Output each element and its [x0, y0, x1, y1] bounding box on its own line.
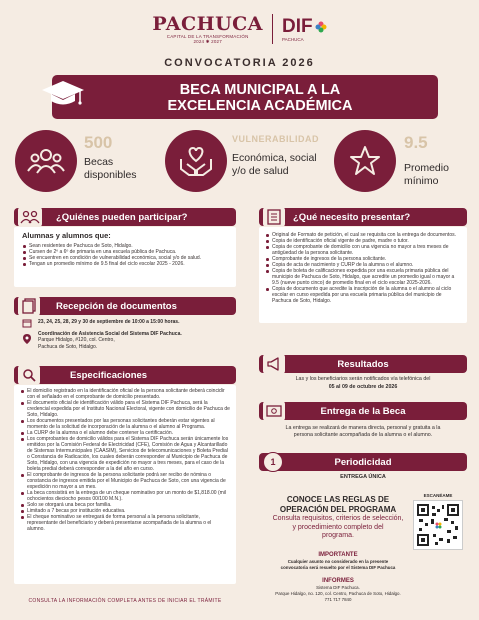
promedio-label	[404, 162, 474, 188]
recepcion-title: Recepción de documentos	[56, 300, 177, 312]
footer-note: CONSULTA LA INFORMACIÓN COMPLETA ANTES DE INICIAR EL TRÁMITE	[28, 598, 222, 604]
municipio-period: 2024 ✱ 2027	[193, 38, 222, 44]
calendar-icon	[22, 318, 32, 328]
informes-text-1: Sistema DIF Pachuca.	[316, 585, 360, 590]
especificacion-item: El comprobante de ingresos de la persona solicitante podrá ser recibo de nómina o constancia de ingresos emitida por el Municipio de Pachuca de Soto, con una vigencia de expedición no mayor a un mes.	[20, 472, 230, 490]
star-icon	[349, 145, 381, 177]
becas-label	[84, 156, 164, 182]
vuln-label	[232, 152, 332, 178]
title-banner	[52, 75, 438, 119]
reglas-text-1: Consulta requisitos, criterios de selección,	[272, 515, 404, 522]
entrega-header	[259, 402, 467, 420]
especificacion-item: El cheque nominativo se entregará de forma personal a la persona solicitante, representante del beneficiario y deberá presentarse acompañada de la alumna o el alumno.	[20, 514, 230, 532]
especificacion-item: La beca consistirá en la entrega de un cheque nominativo por un monto de $1,818.00 (mil ochocientos dieciocho pesos 00/100 M.N.).	[20, 490, 230, 502]
promedio-icon-circle	[334, 130, 396, 192]
especificaciones-card	[14, 385, 236, 584]
logo-divider	[272, 14, 273, 44]
dif-sub: PACHUCA	[282, 36, 304, 42]
especificacion-item: Los documentos presentados por las personas solicitantes deberán estar vigentes al momento de la solicitud de incorporación de la alumna o el alumno al Programa.	[20, 418, 230, 430]
especificacion-item: El documento oficial de identificación válido para el Sistema DIF Pachuca, será la credencial expedida por el Instituto Nacional Electoral, vigente con domicilio de Pachuca de Soto, Hidalgo.	[20, 400, 230, 418]
quienes-title: ¿Quiénes pueden participar?	[56, 211, 188, 223]
people-group-icon-box	[18, 207, 42, 227]
vuln-title: VULNERABILIDAD	[232, 134, 319, 144]
vuln-label-2: y/o de salud	[232, 165, 289, 177]
especificacion-item: Solo se otorgará una beca por familia.	[20, 502, 230, 508]
importante-text-1: Cualquier asunto no considerado en la presente	[287, 559, 389, 564]
search-icon	[22, 368, 36, 382]
title-line-2: EXCELENCIA ACADÉMICA	[167, 98, 353, 114]
quienes-card	[14, 227, 236, 287]
recepcion-lugar-1: Coordinación de Asistencia Social del Sistema DIF Pachuca.	[38, 331, 182, 337]
reglas-block	[268, 495, 408, 541]
vuln-label-1: Económica, social	[232, 152, 317, 164]
entrega-text-1: La entrega se realizará de manera directa, personal y gratuita a la	[285, 425, 441, 431]
people-icon	[27, 146, 65, 176]
header	[0, 4, 479, 54]
necesito-header	[259, 208, 467, 226]
megaphone-icon	[266, 357, 282, 371]
becas-count: 500	[84, 133, 113, 152]
becas-icon-circle	[15, 130, 77, 192]
necesito-item: Copia de comprobante de domicilio con una vigencia no mayor a tres meses de antigüedad de la persona solicitante.	[265, 244, 461, 256]
entrega-text-2: persona solicitante acompañada de la alumna o el alumno.	[293, 432, 433, 438]
periodicidad-header	[259, 453, 467, 471]
promedio-value: 9.5	[404, 133, 428, 152]
pachuca-logo	[152, 14, 263, 45]
dif-name: DIF	[282, 15, 313, 37]
resultados-header	[259, 355, 467, 373]
especificacion-item: La CURP de la alumna o el alumno debe contener la certificación.	[20, 430, 230, 436]
informes-block	[258, 577, 418, 602]
money-icon-box	[263, 401, 285, 421]
periodicidad-text: ENTREGA ÚNICA	[340, 474, 386, 480]
importante-block	[268, 551, 408, 570]
necesito-card	[259, 227, 467, 323]
necesito-item: Copia de identificación oficial vigente de padre, madre o tutor.	[265, 238, 461, 244]
checklist-icon-box	[263, 207, 285, 227]
reglas-text-2: y procedimiento completo del	[292, 523, 384, 531]
quienes-item: Tengan un promedio mínimo de 9.5 final del ciclo escolar 2025 - 2026.	[22, 261, 228, 267]
resultados-title: Resultados	[337, 358, 389, 370]
recepcion-lugar-3: Pachuca de Soto, Hidalgo.	[38, 343, 98, 350]
search-icon-box	[18, 365, 40, 385]
becas-label-2: disponibles	[84, 169, 137, 181]
qr-code[interactable]	[413, 500, 463, 550]
quienes-item: Sean residentes de Pachuca de Soto, Hidalgo.	[22, 243, 228, 249]
quienes-item: Cursen de 2º a 6º de primaria en una escuela pública de Pachuca.	[22, 249, 228, 255]
especificacion-item: Limitado a 7 becas por institución educativa.	[20, 508, 230, 514]
importante-title: IMPORTANTE	[318, 552, 358, 558]
title-line-1: BECA MUNICIPAL A LA	[179, 82, 341, 98]
quienes-subtitle: Alumnas y alumnos que:	[22, 231, 111, 240]
location-pin-icon	[22, 333, 32, 345]
megaphone-icon-box	[263, 354, 285, 374]
dif-flower-icon	[315, 21, 327, 33]
checklist-icon	[267, 209, 281, 225]
entrega-title: Entrega de la Beca	[320, 405, 406, 417]
documents-icon	[22, 298, 36, 314]
necesito-item: Copia de boleta de calificaciones expedida por una escuela primaria pública del municipio de Pachuca de Soto, Hidalgo, que acredite un promedio igual o mayor a 9.5 (nueve punto cinco) de promedio final en el ciclo escolar 2025-2026.	[265, 268, 461, 286]
reglas-text-3: programa.	[322, 532, 354, 539]
entrega-text	[259, 425, 467, 439]
reglas-title-2: OPERACIÓN DEL PROGRAMA	[279, 504, 397, 514]
necesito-item: Original de Formato de petición, el cual se requisita con la entrega de documentos.	[265, 232, 461, 238]
vuln-icon-circle	[165, 130, 227, 192]
quienes-item: Se encuentren en condición de vulnerabilidad económica, social y/o de salud.	[22, 255, 228, 261]
becas-label-1: Becas	[84, 156, 114, 168]
promedio-label-2: mínimo	[404, 175, 439, 187]
hands-heart-icon	[178, 145, 214, 177]
documents-icon-box	[18, 296, 40, 316]
informes-text-2: Parque Hidalgo, no. 120, col. Centro, Pachuca de Soto, Hidalgo.	[275, 590, 401, 596]
informes-phone: 771 717 7840	[324, 596, 352, 602]
recepcion-header	[14, 297, 236, 315]
periodicidad-number: 1	[263, 452, 283, 472]
especificaciones-title: Especificaciones	[70, 369, 148, 381]
periodicidad-title: Periodicidad	[334, 456, 392, 468]
especificaciones-header	[14, 366, 236, 384]
recepcion-lugar	[38, 331, 182, 350]
municipio-tagline: CAPITAL DE LA TRANSFORMACIÓN	[166, 33, 249, 39]
necesito-item: Copia de acta de nacimiento y CURP de la alumna o el alumno.	[265, 262, 461, 268]
recepcion-lugar-2: Parque Hidalgo, #120, col. Centro,	[38, 337, 115, 344]
money-icon	[266, 405, 282, 417]
informes-title: INFORMES	[322, 578, 354, 584]
recepcion-fechas: 23, 24, 25, 28, 29 y 30 de septiembre de 10:00 a 15:00 horas.	[38, 319, 180, 325]
resultados-fechas: 05 al 09 de octubre de 2026	[328, 383, 398, 390]
people-group-icon	[20, 210, 40, 224]
importante-text-2: convocatoria será resuelto por el Sistema DIF Pachuca	[280, 564, 396, 570]
dif-logo	[282, 17, 327, 42]
necesito-item: Copia de documento que acredite la inscripción de la alumna o el alumno al ciclo escolar en curso expedida por una escuela primaria pública del municipio de Pachuca de Soto, Hidalgo.	[265, 286, 461, 304]
especificacion-item: El domicilio registrado en la identificación oficial de la persona solicitante deberá coincidir con el señalado en el comprobante de domicilio presentado.	[20, 388, 230, 400]
municipio-name: PACHUCA	[152, 12, 264, 35]
promedio-label-1: Promedio	[404, 162, 449, 174]
quienes-header	[14, 208, 236, 226]
qr-code-icon	[417, 504, 459, 546]
resultados-text	[259, 376, 467, 391]
necesito-item: Comprobante de ingresos de la persona solicitante.	[265, 256, 461, 262]
necesito-title: ¿Qué necesito presentar?	[293, 211, 411, 223]
reglas-title-1: CONOCE LAS REGLAS DE	[286, 495, 390, 504]
graduation-cap-icon	[40, 77, 86, 109]
especificacion-item: Los comprobantes de domicilio válidos para el Sistema DIF Pachuca serán únicamente los emitidos por la Comisión Federal de Electricidad (CFE), Comisión de Agua y Alcantarillado de Sistemas Intermunicipales (CAASIM), Servicios de telecomunicaciones y Boleta Predial o Constancia de Radicación, los cuales deberán corresponder al Municipio de Pachuca de Soto, Hidalgo, con una vigencia de expedición no mayor a tres meses, para el caso de la boleta predial deberá corresponder a la del año en curso.	[20, 436, 230, 472]
resultados-text-1: Las y los beneficiarios serán notificados vía telefónica del	[295, 376, 431, 382]
qr-label: ESCANÉAME	[423, 493, 453, 498]
convocatoria-label: CONVOCATORIA 2026	[164, 57, 315, 69]
